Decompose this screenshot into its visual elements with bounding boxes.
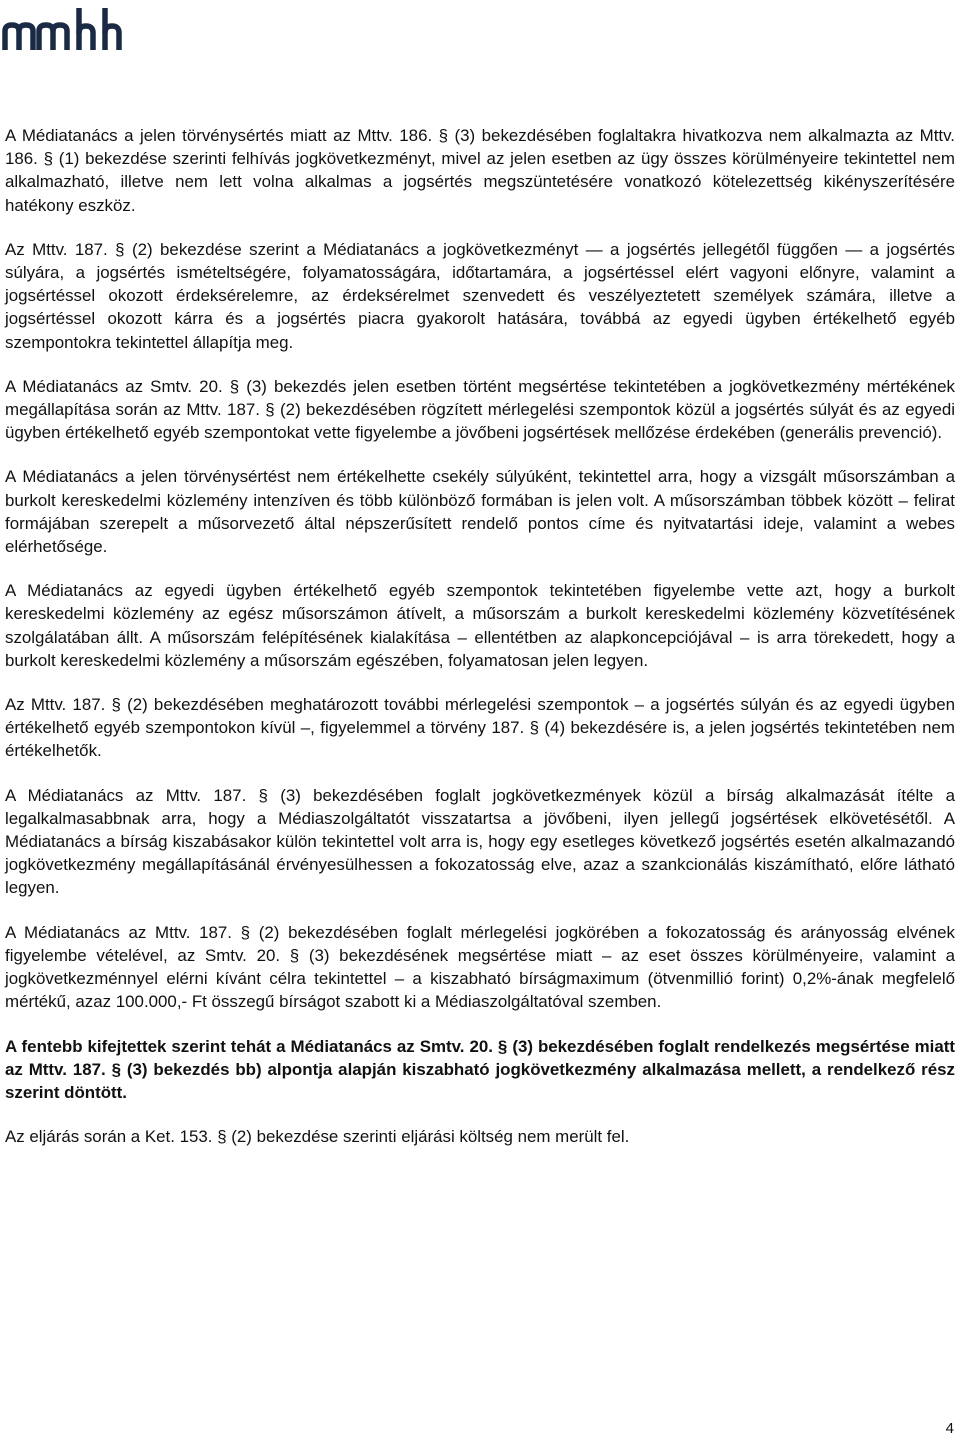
- paragraph-10: Az eljárás során a Ket. 153. § (2) bekezdése szerinti eljárási költség nem merült fel.: [5, 1127, 630, 1147]
- document-body: [5, 124, 955, 1169]
- paragraph-6: Az Mttv. 187. § (2) bekezdésében meghatározott további mérlegelési szempontok – a jogsértés súlyán és az egyedi ügyben értékelhető egyéb szempontokon kívül –, figyelemmel a törvény 187. § (4) bekezdésére is, a jelen jogsértés tekintetében nem értékelhetők.: [5, 695, 955, 761]
- paragraph-3: A Médiatanács az Smtv. 20. § (3) bekezdés jelen esetben történt megsértése tekintetében a jogkövetkezmény mértékének megállapítása során az Mttv. 187. § (2) bekezdésében rögzített mérlegelési szempontok közül a jogsértés súlyát és az egyedi ügyben értékelhető egyéb szempontokat vette figyelembe a jövőbeni jogsértések mellőzése érdekében (generális prevenció).: [5, 376, 955, 443]
- paragraph-5: A Médiatanács az egyedi ügyben értékelhető egyéb szempontok tekintetében figyelembe vette azt, hogy a burkolt kereskedelmi közlemény az egész műsorszámon átívelt, a műsorszám a burkolt kereskedelmi közlemény közvetítésének szolgálatában állt. A műsorszám felépítésének kialakítása – ellentétben az alapkoncepciójával – is arra törekedett, hogy a burkolt kereskedelmi közlemény a műsorszám egészében, folyamatosan jelen legyen.: [5, 581, 955, 670]
- paragraph-4: A Médiatanács a jelen törvénysértést nem értékelhette csekély súlyúként, tekintettel arra, hogy a vizsgált műsorszámban a burkolt kereskedelmi közlemény intenzíven és több különböző formában is jelen volt. A műsorszámban többek között – felirat formájában szerepelt a műsorvezető által népszerűsített rendelő pontos címe és nyitvatartási ideje, valamint a webes elérhetősége.: [5, 467, 955, 557]
- paragraph-1: A Médiatanács a jelen törvénysértés miatt az Mttv. 186. § (3) bekezdésében foglaltakra hivatkozva nem alkalmazta az Mttv. 186. § (1) bekezdése szerinti felhívás jogkövetkezményt, mivel az jelen esetben az ügy összes körülményeire tekintettel nem alkalmazható, illetve nem lett volna alkalmas a jogsértés megszüntetésére vonatkozó kötelezettség kikényszerítésére hatékony eszköz.: [5, 126, 955, 215]
- paragraph-8: A Médiatanács az Mttv. 187. § (2) bekezdésében foglalt mérlegelési jogkörében a fokozatosság és arányosság elvének figyelembe vételével, az Smtv. 20. § (3) bekezdésének megsértése miatt – az eset összes körülményeire, valamint a jogkövetkezménnyel elérni kívánt célra tekintettel – a kiszabható bírságmaximum (ötvenmillió forint) 0,2%-ának megfelelő mértékű, azaz 100.000,- Ft összegű bírságot szabott ki a Médiaszolgáltatóval szemben.: [5, 922, 955, 1012]
- paragraph-conclusion: A fentebb kifejtettek szerint tehát a Médiatanács az Smtv. 20. § (3) bekezdésében foglalt rendelkezés megsértése miatt az Mttv. 187. § (3) bekezdés bb) alpontja alapján kiszabható jogkövetkezmény alkalmazása mellett, a rendelkező rész szerint döntött.: [5, 1036, 955, 1102]
- mmhh-logo: [2, 4, 124, 54]
- page-number: 4: [945, 1420, 954, 1437]
- paragraph-7: A Médiatanács az Mttv. 187. § (3) bekezdésében foglalt jogkövetkezmények közül a bírság alkalmazását ítélte a legalkalmasabbnak arra, hogy a Médiaszolgáltatót visszatartsa a jövőbeni, ilyen jellegű jogsértések elkövetésétől. A Médiatanács a bírság kiszabásakor külön tekintettel volt arra is, hogy egy esetleges következő jogsértés esetén alkalmazandó jogkövetkezmény megállapításánál érvényesülhessen a fokozatosság elve, azaz a szankcionálás kiszámítható, előre látható legyen.: [5, 785, 955, 898]
- paragraph-2: Az Mttv. 187. § (2) bekezdése szerint a Médiatanács a jogkövetkezményt — a jogsértés jellegétől függően — a jogsértés súlyára, a jogsértés ismételtségére, folyamatosságára, időtartamára, a jogsértéssel elért vagyoni előnyre, valamint a jogsértéssel okozott érdeksérelemre, az érdeksérelmet szenvedett és veszélyeztetett személyek számára, illetve a jogsértéssel okozott kárra és a jogsértés piacra gyakorolt hatására, továbbá az egyedi ügyben értékelhető egyéb szempontokra tekintettel állapítja meg.: [5, 239, 955, 352]
